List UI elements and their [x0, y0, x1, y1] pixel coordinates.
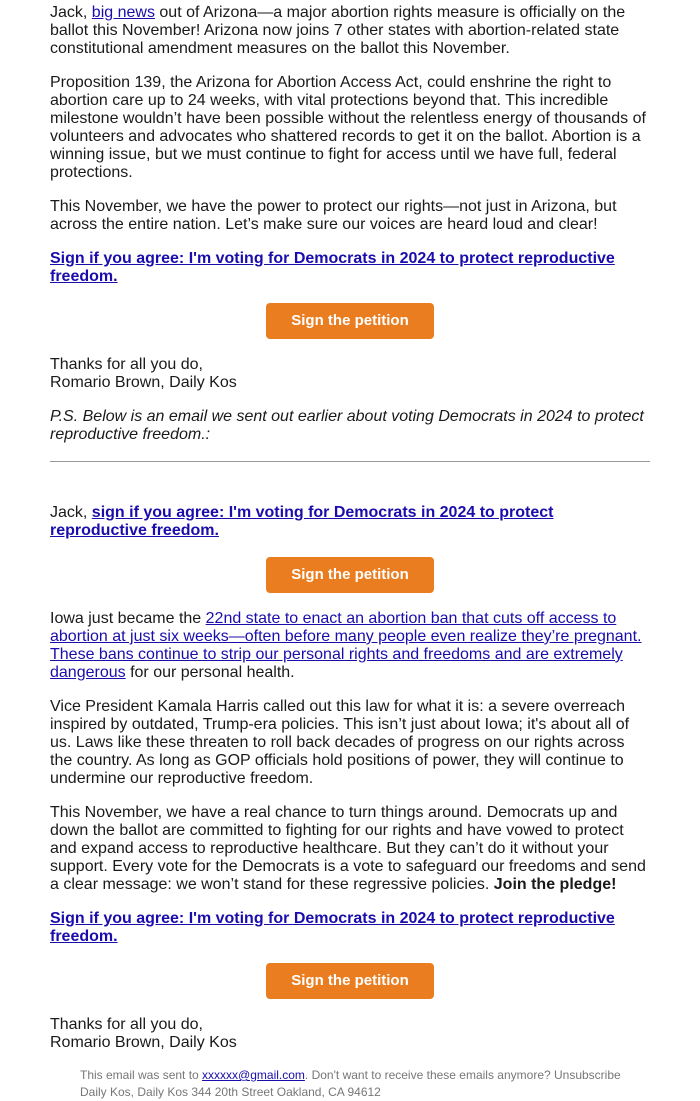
signature-bottom: Romario Brown, Daily Kos	[50, 1034, 237, 1051]
email-footer	[80, 1067, 640, 1101]
recipient-email-link[interactable]: xxxxxx@gmail.com	[202, 1068, 305, 1082]
signature: Romario Brown, Daily Kos	[50, 374, 237, 391]
ps-note: P.S. Below is an email we sent out earlier about voting Democrats in 2024 to protect reproductive freedom.:	[50, 408, 644, 443]
button-row	[50, 963, 650, 999]
sign-agree-link[interactable]: Sign if you agree: I'm voting for Democrats in 2024 to protect reproductive freedom.	[50, 250, 615, 285]
sign-petition-button-top[interactable]: Sign the petition	[266, 557, 434, 593]
email-body	[50, 4, 650, 1052]
big-news-link[interactable]: big news	[91, 4, 155, 21]
sign-agree-link-bottom[interactable]: Sign if you agree: I'm voting for Democrats in 2024 to protect reproductive freedom.	[50, 910, 615, 945]
earlier-text-3a: This November, we have a real chance to turn things around. Democrats up and down the ballot are committed to fighting for our rights and have vowed to protect and expand access to reproductive healthcare. But they can’t do it without your support. Every vote for the Democrats is a vote to safeguard our freedoms and send a clear message: we won’t stand for these regressive policies.	[50, 804, 646, 893]
sign-agree-link-top[interactable]: sign if you agree: I'm voting for Democrats in 2024 to protect reproductive freedom.	[50, 504, 554, 539]
button-row	[50, 557, 650, 593]
thanks-line-bottom: Thanks for all you do,	[50, 1016, 203, 1033]
earlier-paragraph-1	[50, 610, 650, 682]
thanks-line: Thanks for all you do,	[50, 356, 203, 373]
iowa-ban-link[interactable]: 22nd state to enact an abortion ban that cuts off access to abortion at just six weeks—often before many people even realize they’re pregnant. These bans continue to strip our personal rights and freedoms and are extremely dangerous	[50, 610, 642, 681]
intro-paragraph-2: Proposition 139, the Arizona for Abortion Access Act, could enshrine the right to abortion care up to 24 weeks, with vital protections beyond that. This incredible milestone wouldn’t have been possible without the relentless energy of thousands of volunteers and advocates who shattered records to get it on the ballot. Abortion is a winning issue, but we must continue to fight for access until we have full, federal protections.	[50, 74, 646, 181]
earlier-paragraph-3	[50, 804, 650, 894]
earlier-cta	[50, 910, 650, 946]
intro-text-1b: out of Arizona—a major abortion rights measure is officially on the ballot this November! Arizona now joins 7 other states with abortion-related state constitutional amendment measures on the ballot this November.	[50, 4, 626, 57]
footer-line-1	[80, 1067, 640, 1084]
intro-text-1a: Jack,	[50, 4, 92, 21]
earlier-greeting	[50, 504, 650, 540]
intro-paragraph-1	[50, 4, 650, 58]
unsubscribe-text[interactable]: . Don't want to receive these emails anymore? Unsubscribe	[304, 1068, 621, 1082]
button-row	[50, 303, 650, 339]
sign-petition-button[interactable]: Sign the petition	[266, 303, 434, 339]
earlier-paragraph-2: Vice President Kamala Harris called out this law for what it is: a severe overreach inspired by outdated, Trump-era policies. This isn’t just about Iowa; it's about all of us. Laws like these threaten to roll back decades of progress on our rights across the country. As long as GOP officials hold positions of power, they will continue to undermine our reproductive freedom.	[50, 698, 630, 787]
section-divider	[50, 461, 650, 462]
intro-cta	[50, 250, 650, 286]
greeting-text: Jack,	[50, 504, 92, 521]
footer-address: Daily Kos, Daily Kos 344 20th Street Oakland, CA 94612	[80, 1085, 381, 1099]
earlier-text-1b: for our personal health.	[125, 664, 295, 681]
earlier-text-1a: Iowa just became the	[50, 610, 206, 627]
footer-sent-to: This email was sent to	[80, 1068, 203, 1082]
intro-paragraph-3: This November, we have the power to protect our rights—not just in Arizona, but across the entire nation. Let’s make sure our voices are heard loud and clear!	[50, 198, 617, 233]
sign-petition-button-bottom[interactable]: Sign the petition	[266, 963, 434, 999]
join-pledge-text: Join the pledge!	[493, 876, 617, 893]
